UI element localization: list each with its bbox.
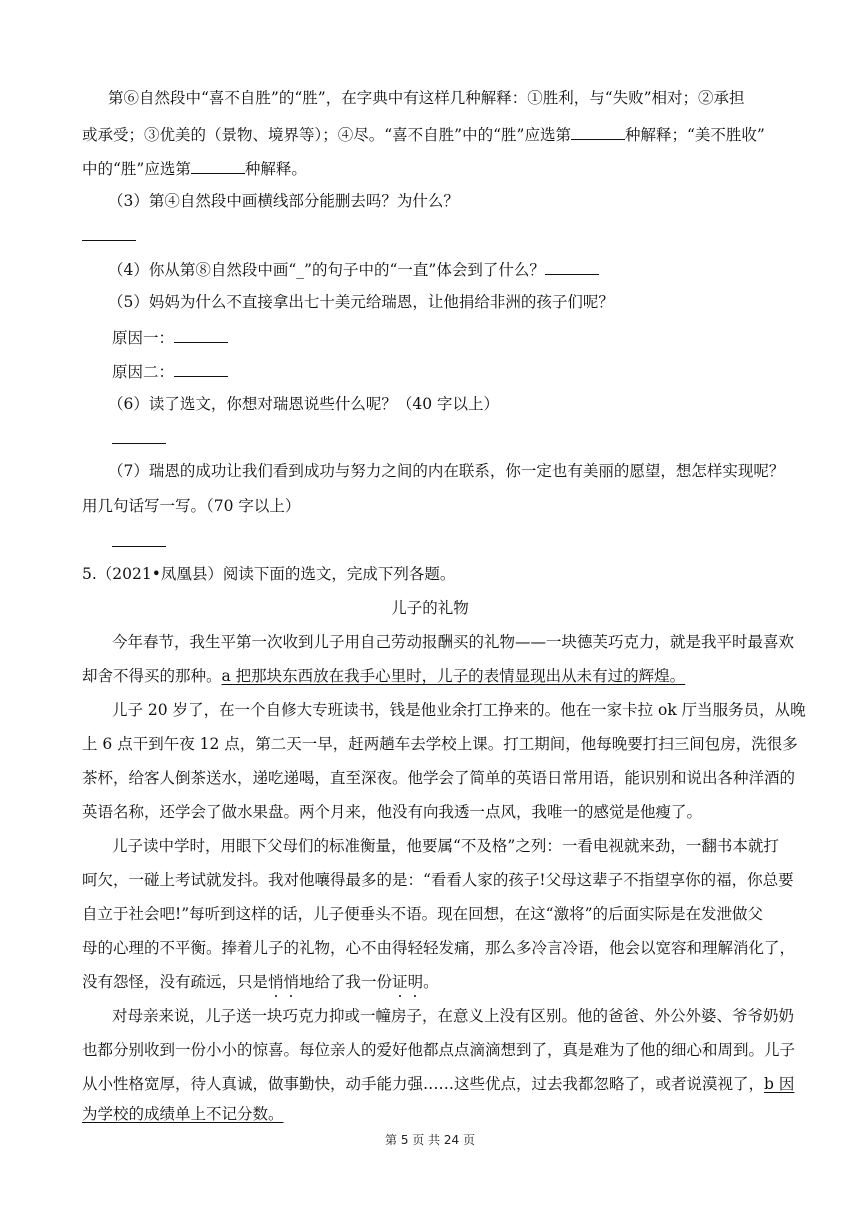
story-line [82, 734, 798, 754]
text: 自立于社会吧!”每听到这样的话，儿子便垂头不语。现在回想，在这“激将”的后面实际是在发泄做父 [82, 905, 764, 923]
answer-blank[interactable] [112, 530, 166, 547]
story-line [82, 666, 782, 686]
text: （3）第④自然段中画横线部分能删去吗？为什么？ [108, 192, 459, 210]
story-line [112, 632, 812, 652]
answer-blank[interactable] [191, 157, 245, 174]
text: 从小性格宽厚，待人真诚，做事勤快，动手能力强……这些优点，过去我都忽略了，或者说漠视了， [82, 1075, 765, 1093]
text: （4）你从第⑧自然段中画“ [108, 261, 297, 279]
answer-blank[interactable] [571, 123, 625, 140]
text: 儿子的礼物 [391, 599, 469, 617]
answer-blank[interactable] [112, 427, 166, 444]
text: （5）妈妈为什么不直接拿出七十美元给瑞恩，让他捐给非洲的孩子们呢？ [108, 293, 614, 311]
text: 。 [423, 973, 439, 991]
text: 或承受；③优美的（景物、境界等）；④尽。“喜不自胜”中的“胜”应选第 [82, 126, 571, 144]
question-line [108, 88, 808, 108]
text: 儿子读中学时，用眼下父母们的标准衡量，他要属“不及格”之列：一看电视就来劲，一翻书本就打 [112, 837, 779, 855]
story-line [112, 1006, 812, 1026]
text: ”的句子中的“一直”体会到了什么？ [304, 261, 545, 279]
underlined-sentence-a: a 把那块东西放在我手心里时，儿子的表情显现出从未有过的辉煌。 [221, 667, 686, 685]
text: 第⑥自然段中“喜不自胜”的“胜”，在字典中有这样几种解释：①胜利，与“失败”相对；②承担 [108, 89, 745, 107]
question-line [82, 157, 782, 179]
text: 原因二： [112, 363, 175, 381]
text: 原因一： [112, 329, 175, 347]
question-3 [108, 191, 808, 211]
answer-blank[interactable] [82, 224, 136, 241]
text: 茶杯，给客人倒茶送水，递吃递喝，直至深夜。他学会了简单的英语日常用语，能识别和说出各种洋酒的 [82, 769, 796, 787]
answer-blank[interactable] [545, 258, 599, 275]
story-line [82, 1074, 795, 1094]
story-line [82, 1104, 782, 1124]
text: 中的“胜”应选第 [82, 160, 191, 178]
text: 地给了我一份 [299, 973, 393, 991]
text: （6）读了选文，你想对瑞恩说些什么呢？（40 字以上） [108, 395, 500, 413]
text: 种解释。 [244, 160, 307, 178]
question-7 [108, 461, 808, 481]
underline-mark: _ [296, 261, 305, 279]
story-line [82, 972, 782, 992]
story-line [112, 700, 812, 720]
underlined-sentence-b: b 因 [764, 1075, 795, 1093]
answer-line [112, 530, 812, 552]
answer-blank[interactable] [174, 360, 228, 377]
question-6 [108, 394, 808, 414]
story-line [82, 870, 794, 890]
story-line [82, 802, 782, 822]
question-4 [108, 258, 808, 280]
story-line [82, 938, 796, 958]
text: 也都分别收到一份小小的惊喜。每位亲人的爱好他都点点滴滴想到了，真是难为了他的细心和周到。儿子 [82, 1041, 796, 1059]
text: 用几句话写一写。（70 字以上） [82, 497, 301, 515]
story-line [82, 768, 796, 788]
text: 却舍不得买的那种。 [82, 667, 222, 685]
answer-line [112, 427, 812, 449]
text: （7）瑞恩的成功让我们看到成功与努力之间的内在联系，你一定也有美丽的愿望，想怎样实现呢？ [108, 462, 785, 480]
underlined-sentence-b: 为学校的成绩单上不记分数。 [82, 1105, 284, 1123]
question-5 [108, 292, 808, 312]
text: 5.（2021•凤凰县）阅读下面的选文，完成下列各题。 [82, 565, 456, 583]
story-line [112, 836, 812, 856]
page-footer: 第 5 页 共 24 页 [385, 1133, 475, 1147]
section-heading [82, 564, 782, 584]
text: 母的心理的不平衡。捧着儿子的礼物，心不由得轻轻发痛，那么多冷言冷语，他会以宽容和理解消化了， [82, 939, 796, 957]
text: 儿子 20 岁了，在一个自修大专班读书，钱是他业余打工挣来的。他在一家卡拉 ok 厅当服务员，从晚 [112, 701, 806, 719]
question-7-line [82, 496, 782, 516]
dotted-char: 悄 [268, 973, 284, 991]
text: 上 6 点干到午夜 12 点，第二天一早，赶两趟车去学校上课。打工期间，他每晚要打扫三间包房，洗很多 [82, 735, 798, 753]
story-line [82, 904, 782, 924]
dotted-char: 明 [407, 973, 424, 991]
text: 种解释；“美不胜收” [624, 126, 765, 144]
story-line [82, 1040, 796, 1060]
dotted-char: 悄 [283, 973, 300, 991]
answer-blank[interactable] [174, 326, 228, 343]
text: 没有怨怪，没有疏远，只是 [82, 973, 269, 991]
question-line [82, 123, 782, 145]
story-title [0, 598, 860, 618]
text: 今年春节，我生平第一次收到儿子用自己劳动报酬买的礼物——一块德芙巧克力，就是我平时最喜欢 [112, 633, 795, 651]
reason-1 [112, 326, 812, 348]
dotted-char: 证 [392, 973, 408, 991]
text: 呵欠，一碰上考试就发抖。我对他嚷得最多的是：“看看人家的孩子!父母这辈子不指望享你的福，你总要 [82, 871, 794, 889]
text: 对母亲来说，儿子送一块巧克力抑或一幢房子，在意义上没有区别。他的爸爸、外公外婆、爷爷奶奶 [112, 1007, 795, 1025]
answer-line [82, 224, 782, 246]
reason-2 [112, 360, 812, 382]
text: 英语名称，还学会了做水果盘。两个月来，他没有向我透一点风，我唯一的感觉是他瘦了。 [82, 803, 703, 821]
